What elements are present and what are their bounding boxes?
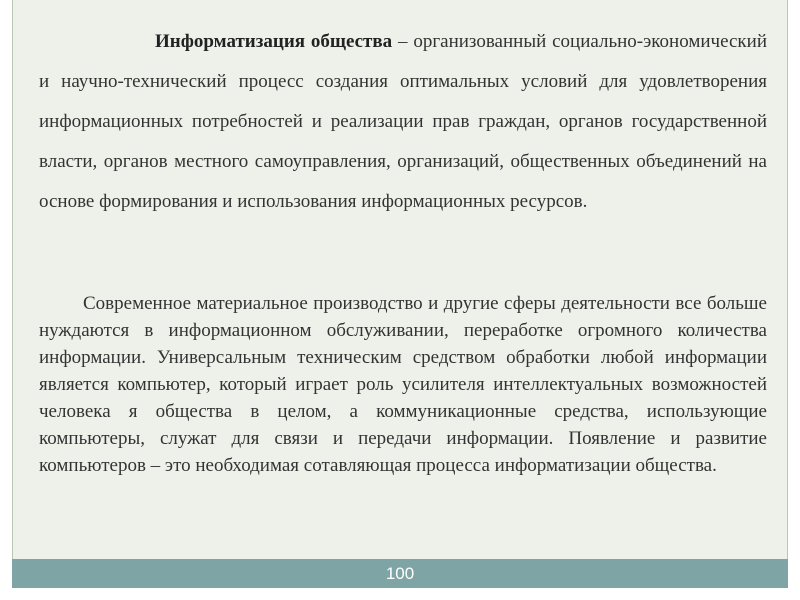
- footer-bar: [12, 559, 788, 588]
- body-paragraph: Современное материальное производство и другие сферы деятельности все больше нуждаются в информационном обслуживании, переработке огромного количества информации. Универсальным техническим средством обработки любой информации является компьютер, который играет роль усилителя интеллектуальных возможностей человека я общества в целом, а коммуникационные средства, использующие компьютеры, служат для связи и передачи информации. Появление и развитие компьютеров – это необходимая сотавляющая процесса информатизации общества.: [39, 293, 767, 476]
- page-number: 100: [385, 563, 415, 583]
- definition-paragraph: [39, 22, 767, 222]
- definition-text: – организованный социально-экономический и научно-технический процесс создания оптимальных условий для удовлетворения информационных потребностей и реализации прав граждан, органов государственной власти, органов местного самоуправления, организаций, общественных объединений на основе формирования и использования информационных ресурсов.: [39, 31, 767, 212]
- slide-content-area: [12, 0, 788, 588]
- defined-term: Информатизация общества: [155, 31, 393, 52]
